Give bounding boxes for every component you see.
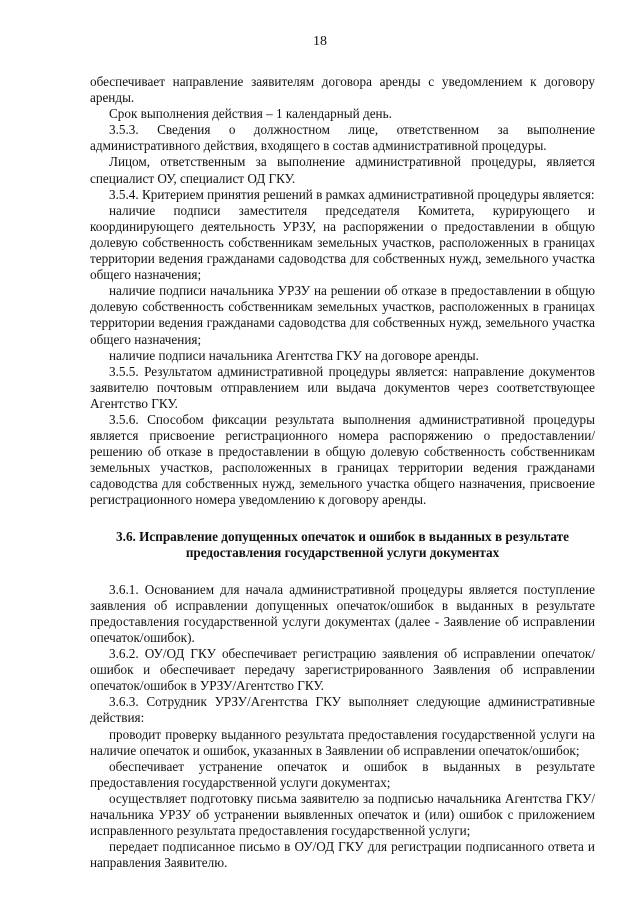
paragraph: 3.5.6. Способом фиксации результата выполнения административной процедуры является присвоение регистрационного номера распоряжению о предоставлении/ решению об отказе в предоставлении в общую долевую собственность собственникам земельных участков, расположенных в границах территории ведения гражданами садоводства для собственных нужд, земельного участка общего назначения, присвоение регистрационного номера уведомлению к договору аренды. — [90, 411, 595, 508]
paragraph: передает подписанное письмо в ОУ/ОД ГКУ для регистрации подписанного ответа и направления Заявителю. — [90, 839, 595, 871]
paragraph: Лицом, ответственным за выполнение административной процедуры, является специалист ОУ, специалист ОД ГКУ. — [90, 154, 595, 186]
paragraph: проводит проверку выданного результата предоставления государственной услуги на наличие опечаток и ошибок, указанных в Заявлении об исправлении опечаток/ошибок; — [90, 726, 595, 758]
paragraph: 3.5.4. Критерием принятия решений в рамках административной процедуры является: — [109, 186, 595, 202]
document-body — [90, 74, 595, 871]
paragraph: 3.5.5. Результатом административной процедуры является: направление документов заявителю почтовым отправлением или выдача документов через соответствующее Агентство ГКУ. — [90, 363, 595, 411]
paragraph: наличие подписи начальника Агентства ГКУ на договоре аренды. — [109, 347, 479, 363]
paragraph: наличие подписи заместителя председателя Комитета, курирующего и координирующего деятельность УРЗУ, на распоряжении о предоставлении в общую долевую собственность собственникам земельных участков, расположенных в границах территории ведения гражданами садоводства для собственных нужд, земельного участка общего назначения; — [90, 202, 595, 283]
section-heading: 3.6. Исправление допущенных опечаток и ошибок в выданных в результате предоставления государственной услуги документах — [116, 528, 569, 560]
paragraph: 3.6.3. Сотрудник УРЗУ/Агентства ГКУ выполняет следующие административные действия: — [90, 694, 595, 726]
paragraph: 3.6.1. Основанием для начала административной процедуры является поступление заявления об исправлении допущенных опечаток/ошибок в выданных в результате предоставления государственной услуги документах (далее - Заявление об исправлении опечаток/ошибок). — [90, 581, 595, 645]
paragraph: 3.5.3. Сведения о должностном лице, ответственном за выполнение административного действия, входящего в состав административной процедуры. — [90, 122, 595, 154]
paragraph: 3.6.2. ОУ/ОД ГКУ обеспечивает регистрацию заявления об исправлении опечаток/ошибок и обеспечивает передачу зарегистрированного Заявления об исправлении опечаток/ошибок в УРЗУ/Агентство ГКУ. — [90, 646, 595, 694]
paragraph: обеспечивает направление заявителям договора аренды с уведомлением к договору аренды. — [90, 74, 595, 106]
paragraph: наличие подписи начальника УРЗУ на решении об отказе в предоставлении в общую долевую собственность собственникам земельных участков, расположенных в границах территории ведения гражданами садоводства для собственных нужд, земельного участка общего назначения; — [90, 283, 595, 347]
page-number: 18 — [313, 34, 327, 49]
paragraph: Срок выполнения действия – 1 календарный день. — [109, 106, 392, 122]
paragraph: обеспечивает устранение опечаток и ошибок в выданных в результате предоставления государственной услуги документах; — [90, 758, 595, 790]
paragraph: осуществляет подготовку письма заявителю за подписью начальника Агентства ГКУ/начальника УРЗУ об устранении выявленных опечаток и (или) ошибок с приложением исправленного результата предоставления государственной услуги; — [90, 790, 595, 839]
